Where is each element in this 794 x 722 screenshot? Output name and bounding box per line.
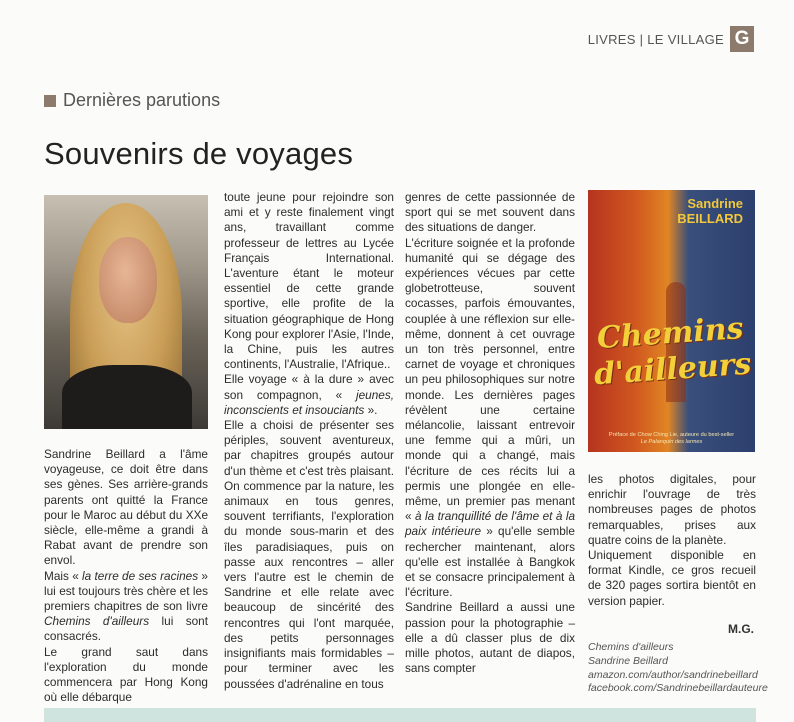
col3-para-1: genres de cette passionnée de sport qui se met souvent dans des situations de danger. — [405, 190, 575, 235]
col4-para-2: Uniquement disponible en format Kindle, ce gros recueil de 320 pages sortira bientôt en version papier. — [588, 548, 756, 608]
book-cover — [588, 190, 755, 452]
header-label — [588, 32, 724, 47]
header-magazine: LE VILLAGE — [647, 31, 724, 47]
magazine-badge: G — [730, 26, 754, 52]
ref-facebook-link[interactable]: facebook.com/Sandrinebeillardauteure — [588, 682, 768, 695]
book-references — [588, 641, 768, 696]
rubric — [44, 90, 220, 111]
rubric-square-icon — [44, 95, 56, 107]
header-separator: | — [639, 31, 644, 47]
author-signature: M.G. — [728, 622, 754, 636]
col3-para-3: Sandrine Beillard a aussi une passion pour la photographie – elle a dû classer plus de dix mille photos, autant de diapos, sans compter — [405, 600, 575, 676]
col2-para-1: toute jeune pour rejoindre son ami et y reste finalement vingt ans, travaillant comme professeur de lettres au Lycée Français International. L'aventure étant le moteur essentiel de cette grande sportive, elle profite de la situation géographique de Hong Kong pour explorer l'Asie, l'Inde, la Chine, puis les autres continents, l'Australie, l'Afrique.. — [224, 190, 394, 372]
photo-shirt — [62, 365, 192, 429]
col1-para-1: Sandrine Beillard a l'âme voyageuse, ce doit être dans ses gènes. Ses arrière-grands parents ont quitté la France pour le Maroc au début du XXe siècle, elle-même a grandi à Rabat avant de prendre son envol. — [44, 447, 208, 568]
ref-author: Sandrine Beillard — [588, 654, 668, 667]
col1-para-3: Le grand saut dans l'exploration du monde commencera par Hong Kong où elle débarque — [44, 644, 208, 705]
col3-para-2: L'écriture soignée et la profonde humanité qui se dégage des expériences vécues par cette globetrotteuse, souvent cocasses, parfois émouvantes, couplée à une réflexion sur elle-même, donnent à cet ouvrage un ton très personnel, entre carnet de voyage et chroniques un peu philosophiques sur notre monde. Les dernières pages révèlent une certaine mélancolie, laissant entrevoir une femme qui a mûri, un monde qui a changé, mais l'écriture de ces récits lui a permis une plongée en elle-même, un premier pas menant « à la tranquillité de l'âme et à la paix intérieure » qu'elle semble rechercher maintenant, alors qu'elle est installée à Bangkok et se consacre principalement à l'écriture. — [405, 235, 576, 600]
cover-preface: Préface de Chow Ching Lie, auteure du best-seller Le Palanquin des larmes — [608, 432, 735, 445]
cover-title: Chemins d'ailleurs — [592, 310, 753, 393]
bottom-color-bar — [44, 708, 756, 722]
col2-para-3: Elle a choisi de présenter ses périples, souvent aventureux, par chapitres groupés autour d'un thème et c'est très plaisant. On commence par la nature, les animaux en tous genres, souvent terrifiants, l'exploration du monde sous-marin et des îles paradisiaques, puis on passe aux rencontres – aller vers l'autre est le chemin de Sandrine et elle relate avec beaucoup de sincérité des rencontres qui l'ont marquée, des petits personnages insignifiants mais formidables – pour terminer avec les poussées d'adrénaline en tous — [224, 418, 394, 691]
col4-para-1: les photos digitales, pour enrichir l'ouvrage de très nombreuses pages de photos remarquables, prises aux quatre coins de la planète. — [588, 472, 756, 547]
column-2 — [224, 190, 394, 692]
column-3 — [405, 190, 575, 677]
ref-amazon-link[interactable]: amazon.com/author/sandrinebeillard — [588, 668, 758, 681]
header-section: LIVRES — [587, 31, 636, 47]
cover-author: Sandrine BEILLARD — [677, 196, 743, 226]
col2-para-2: Elle voyage « à la dure » avec son compagnon, « jeunes, inconscients et insouciants ». — [224, 372, 394, 417]
column-4 — [588, 472, 756, 609]
ref-book-title: Chemins d'ailleurs — [588, 641, 674, 653]
rubric-label: Dernières parutions — [63, 90, 221, 110]
article-title: Souvenirs de voyages — [44, 136, 354, 171]
col1-para-2: Mais « la terre de ses racines » lui est toujours très chère et les premiers chapitres de son livre Chemins d'ailleurs lui sont consacrés. — [44, 568, 208, 644]
author-photo — [44, 195, 208, 429]
column-1 — [44, 447, 208, 705]
photo-face — [99, 237, 157, 323]
page-header — [588, 26, 754, 52]
